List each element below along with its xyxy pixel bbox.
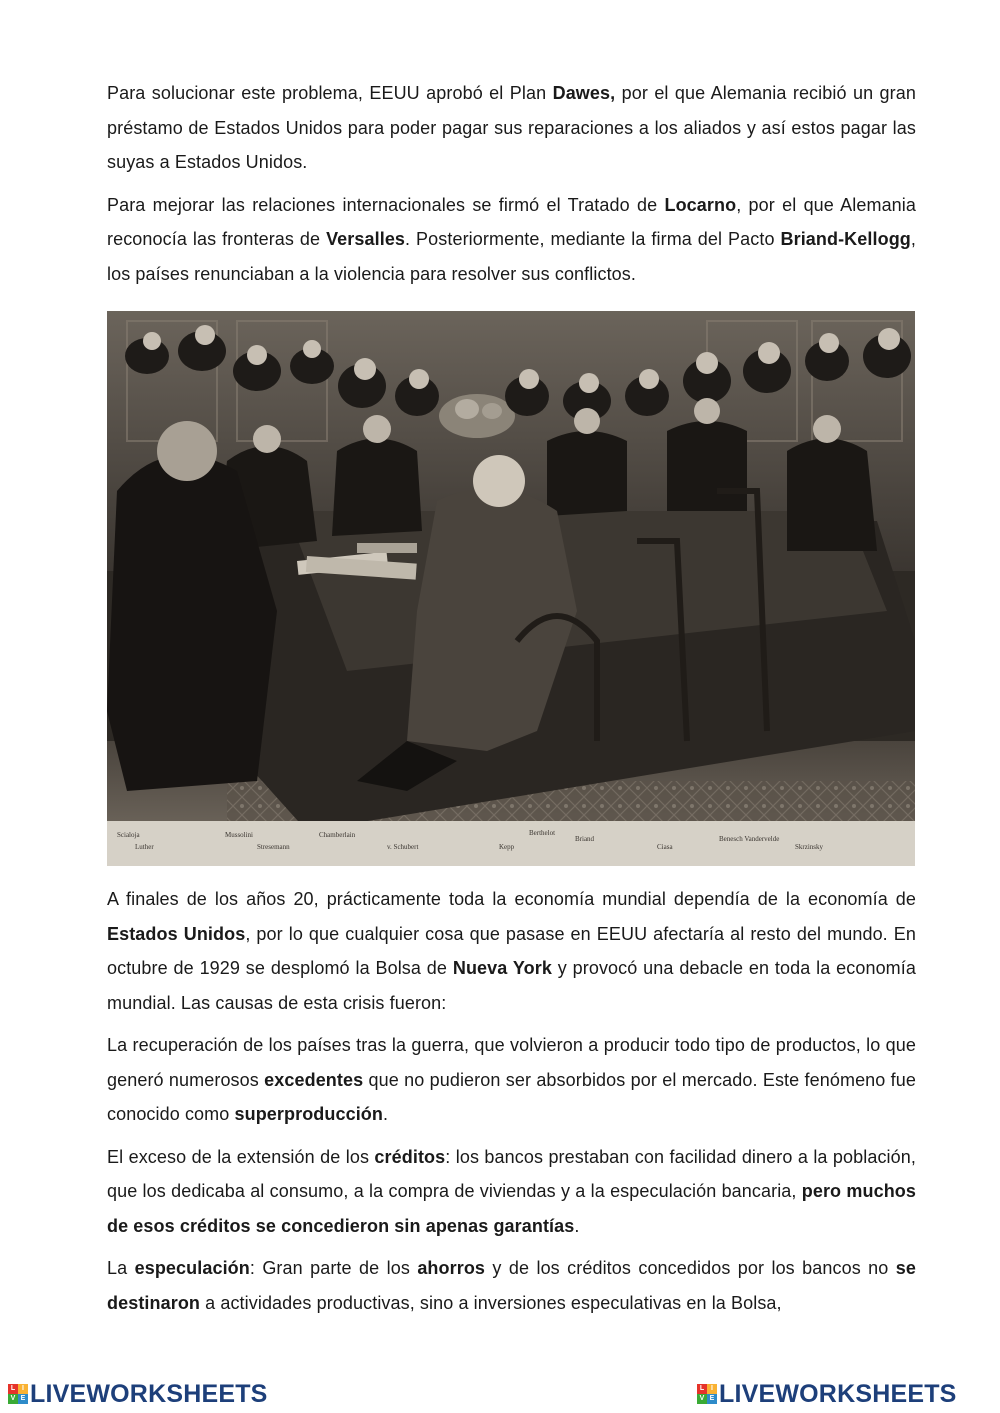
bold-term: Briand-Kellogg bbox=[780, 229, 911, 249]
text-run: , los países renunciaban a la violencia para resolver sus conflictos. bbox=[107, 229, 916, 284]
logo-mark-letter: I bbox=[707, 1384, 717, 1394]
caption-name: Scialoja bbox=[117, 831, 140, 839]
bold-term: se destinaron bbox=[107, 1258, 917, 1313]
body-paragraph bbox=[107, 1028, 916, 1132]
logo-mark-letter: E bbox=[18, 1394, 28, 1404]
liveworksheets-brand-text: LIVEWORKSHEETS bbox=[30, 1379, 268, 1408]
caption-name: Skrzinsky bbox=[795, 843, 823, 851]
body-paragraph bbox=[107, 76, 916, 180]
text-run: y provocó una debacle en toda la economía mundial. Las causas de esta crisis fueron: bbox=[107, 958, 916, 1013]
caption-name: Luther bbox=[135, 843, 154, 851]
body-paragraph bbox=[107, 882, 916, 1020]
bold-term: ahorros bbox=[417, 1258, 486, 1278]
text-run: Para solucionar este problema, EEUU aprobó el Plan bbox=[107, 83, 553, 103]
logo-mark-letter: V bbox=[8, 1394, 18, 1404]
bold-term: excedentes bbox=[264, 1069, 364, 1090]
logo-mark-letter: I bbox=[18, 1384, 28, 1394]
text-run: : los bancos prestaban con facilidad dinero a la población, que los dedicaba al consumo, a la compra de viviendas y a la especulación bancaria, bbox=[107, 1146, 916, 1201]
liveworksheets-logo-icon bbox=[8, 1384, 28, 1404]
caption-name: Mussolini bbox=[225, 831, 254, 839]
liveworksheets-brand-text: LIVEWORKSHEETS bbox=[719, 1379, 957, 1408]
caption-name: Kepp bbox=[499, 843, 515, 851]
logo-mark-letter: E bbox=[707, 1394, 717, 1404]
text-run: . Posteriormente, mediante la firma del Pacto bbox=[405, 229, 781, 249]
photo-illustration bbox=[107, 311, 915, 866]
liveworksheets-logo-right bbox=[697, 1381, 957, 1407]
text-run: . bbox=[383, 1104, 389, 1124]
logo-mark-letter: L bbox=[8, 1384, 18, 1394]
bottom-text-block bbox=[107, 882, 916, 1320]
caption-name: v. Schubert bbox=[387, 843, 419, 851]
text-run: La recuperación de los países tras la guerra, que volvieron a producir todo tipo de productos, lo que generó numerosos bbox=[107, 1035, 916, 1090]
text-run: , por el que Alemania reconocía las fronteras de bbox=[107, 194, 916, 249]
liveworksheets-logo-left bbox=[8, 1381, 268, 1407]
caption-name: Benesch Vandervelde bbox=[719, 835, 780, 843]
caption-name: Stresemann bbox=[257, 843, 290, 851]
bold-term: Versalles bbox=[326, 229, 406, 249]
body-paragraph bbox=[107, 188, 916, 292]
caption-name: Briand bbox=[575, 835, 595, 843]
text-run: La bbox=[107, 1258, 135, 1278]
liveworksheets-logo-icon bbox=[697, 1384, 717, 1404]
bold-term: Nueva York bbox=[452, 958, 552, 978]
text-run: El exceso de la extensión de los bbox=[107, 1146, 375, 1167]
caption-name: Berthelot bbox=[529, 829, 556, 837]
caption-name: Chamberlain bbox=[319, 831, 356, 839]
bold-term: especulación bbox=[134, 1258, 250, 1278]
bold-term: Estados Unidos bbox=[107, 923, 246, 944]
historical-photo-locarno-conference bbox=[107, 311, 915, 866]
logo-mark-letter: L bbox=[697, 1384, 707, 1394]
text-run: A finales de los años 20, prácticamente toda la economía mundial dependía de la economía de bbox=[107, 889, 916, 909]
bold-term: créditos bbox=[374, 1146, 446, 1167]
body-paragraph bbox=[107, 1251, 916, 1320]
caption-name: Ciasa bbox=[657, 843, 673, 851]
bold-term: pero muchos de esos créditos se concedieron sin apenas garantías bbox=[107, 1181, 916, 1236]
body-paragraph bbox=[107, 1140, 916, 1244]
text-run: a actividades productivas, sino a inversiones especulativas en la Bolsa, bbox=[200, 1292, 782, 1313]
text-run: que no pudieron ser absorbidos por el mercado. Este fenómeno fue conocido como bbox=[107, 1069, 917, 1124]
text-run: y de los créditos concedidos por los bancos no bbox=[485, 1258, 896, 1278]
text-run: Para mejorar las relaciones internacionales se firmó el Tratado de bbox=[107, 194, 665, 215]
text-run: por el que Alemania recibió un gran préstamo de Estados Unidos para poder pagar sus reparaciones a los aliados y así estos pagar las suyas a Estados Unidos. bbox=[107, 83, 916, 172]
top-text-block bbox=[107, 76, 916, 291]
text-run: : Gran parte de los bbox=[249, 1258, 418, 1278]
bold-term: superproducción bbox=[234, 1104, 383, 1124]
text-run: , por lo que cualquier cosa que pasase en EEUU afectaría al resto del mundo. En octubre de 1929 se desplomó la Bolsa de bbox=[107, 923, 916, 978]
bold-term: Locarno bbox=[664, 194, 737, 215]
text-run: . bbox=[574, 1215, 580, 1236]
logo-mark-letter: V bbox=[697, 1394, 707, 1404]
photo-caption bbox=[107, 821, 915, 866]
bold-term: Dawes, bbox=[552, 83, 616, 103]
